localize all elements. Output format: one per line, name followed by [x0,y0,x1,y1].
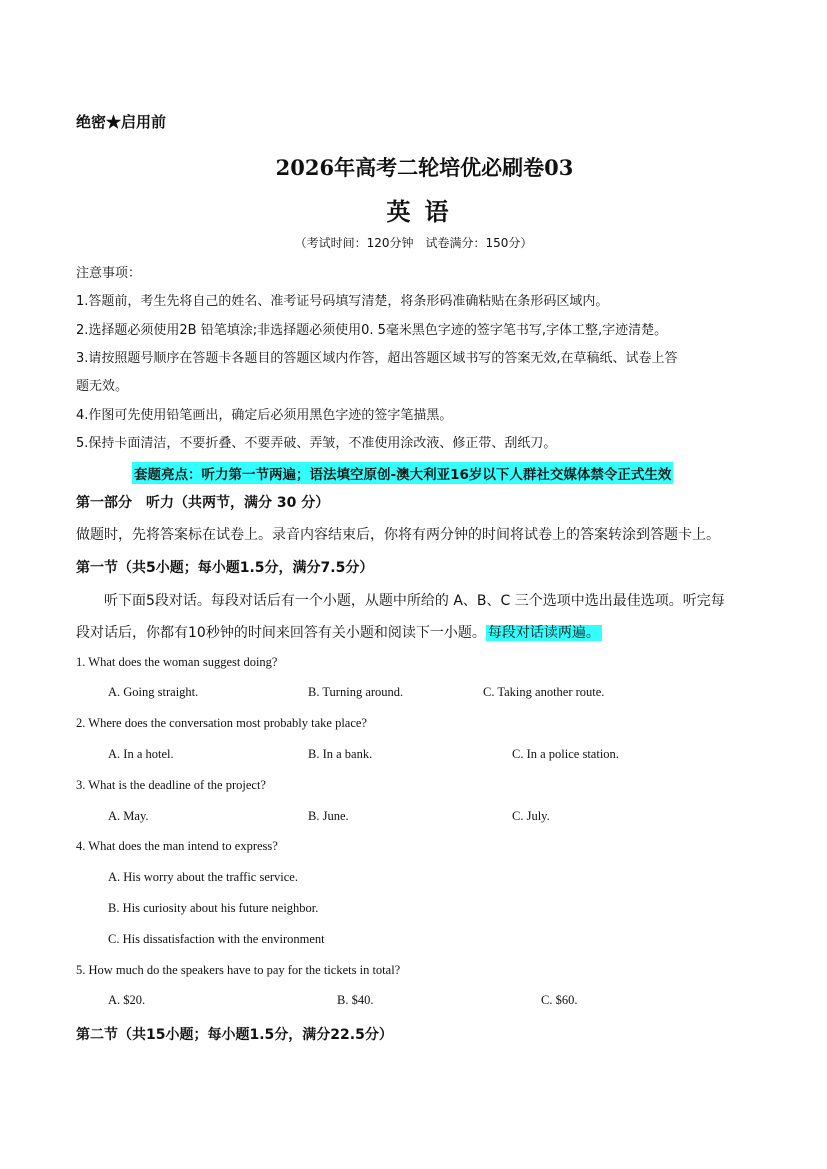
notice-item: 2.选择题必须使用2B 铅笔填涂;非选择题必须使用0. 5毫米黑色字迹的签字笔书写,字体工整,字迹清楚。 [76,323,668,338]
question-stem: 3. What is the deadline of the project? [76,778,266,792]
option-b: B. In a bank. [308,747,373,761]
option-c: C. $60. [541,993,578,1007]
section1-instruction-text: 段对话后，你都有10秒钟的时间来回答有关小题和阅读下一小题。 [76,625,486,641]
option-a: A. His worry about the traffic service. [108,870,298,884]
option-b: B. His curiosity about his future neighbor. [108,901,319,915]
notice-heading: 注意事项： [76,266,142,281]
option-b: B. June. [308,809,349,823]
notice-item: 1.答题前，考生先将自己的姓名、准考证号码填写清楚，将条形码准确粘贴在条形码区域内。 [76,294,609,309]
secret-label: 绝密★启用前 [76,113,167,131]
section2-title: 第二节（共15小题；每小题1.5分，满分22.5分） [76,1027,393,1043]
notice-item: 5.保持卡面清洁，不要折叠、不要弄破、弄皱，不准使用涂改液、修正带、刮纸刀。 [76,436,557,451]
highlight-banner: 套题亮点：听力第一节两遍；语法填空原创-澳大利亚16岁以下人群社交媒体禁令正式生效 [132,462,673,484]
option-b: B. $40. [337,993,374,1007]
subject-title: 英语 [386,197,463,226]
section1-instruction: 听下面5段对话。每段对话后有一个小题，从题中所给的 A、B、C 三个选项中选出最佳选项。听完每 [104,593,725,609]
option-b: B. Turning around. [308,685,404,699]
section1-title: 第一节（共5小题；每小题1.5分，满分7.5分） [76,560,374,576]
question-stem: 5. How much do the speakers have to pay for the tickets in total? [76,963,401,977]
exam-title: 2026年高考二轮培优必刷卷03 [275,155,574,180]
question-stem: 2. Where does the conversation most probably take place? [76,716,367,730]
notice-item: 题无效。 [76,379,129,394]
notice-item: 4.作图可先使用铅笔画出，确定后必须用黑色字迹的签字笔描黑。 [76,408,453,423]
option-c: C. In a police station. [512,747,619,761]
question-stem: 1. What does the woman suggest doing? [76,655,278,669]
option-a: A. In a hotel. [108,747,174,761]
question-stem: 4. What does the man intend to express? [76,839,278,853]
option-c: C. July. [512,809,550,823]
section1-instruction-line2 [76,622,602,642]
option-a: A. Going straight. [108,685,199,699]
part1-instruction: 做题时，先将答案标在试卷上。录音内容结束后，你将有两分钟的时间将试卷上的答案转涂到答题卡上。 [76,527,720,543]
notice-item: 3.请按照题号顺序在答题卡各题目的答题区域内作答，超出答题区域书写的答案无效,在草稿纸、试卷上答 [76,351,678,366]
option-a: A. $20. [108,993,146,1007]
option-a: A. May. [108,809,149,823]
option-c: C. Taking another route. [483,685,605,699]
part1-title: 第一部分 听力（共两节，满分 30 分） [76,495,330,511]
section1-highlight: 每段对话读两遍。 [487,625,600,641]
exam-info: （考试时间：120分钟 试卷满分：150分） [294,236,533,250]
option-c: C. His dissatisfaction with the environment [108,932,325,946]
